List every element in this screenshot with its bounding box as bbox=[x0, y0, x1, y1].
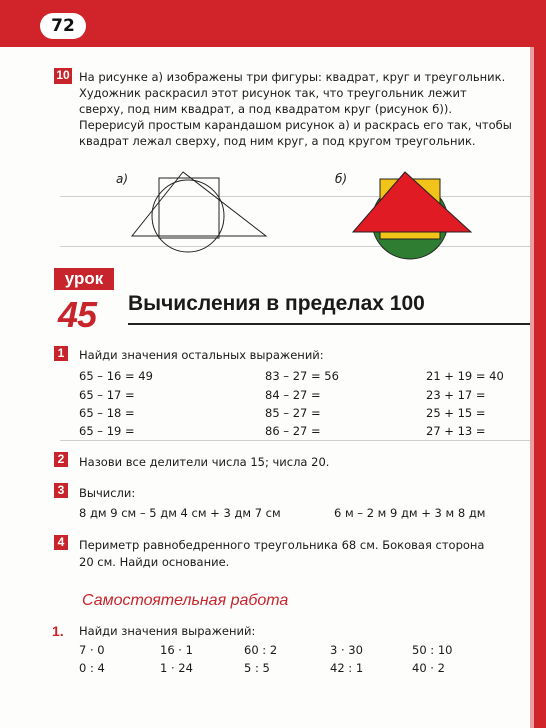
expression: 6 м – 2 м 9 дм + 3 м 8 дм bbox=[334, 506, 486, 520]
expression: 60 : 2 bbox=[244, 643, 278, 657]
expression: 0 : 4 bbox=[79, 661, 105, 675]
task-2-text: Назови все делители числа 15; числа 20. bbox=[79, 455, 330, 469]
expression: 84 – 27 = bbox=[265, 388, 321, 402]
page-edge-strip bbox=[534, 47, 546, 728]
independent-task-number: 1. bbox=[52, 623, 64, 639]
expression: 27 + 13 = bbox=[426, 424, 486, 438]
expression: 1 · 24 bbox=[160, 661, 193, 675]
lesson-number: 45 bbox=[58, 294, 97, 335]
expression: 40 · 2 bbox=[412, 661, 445, 675]
expression: 83 – 27 = 56 bbox=[265, 369, 339, 383]
title-rule bbox=[128, 323, 530, 325]
show-through-line bbox=[60, 440, 530, 441]
expression: 42 : 1 bbox=[330, 661, 364, 675]
independent-task-text: Найди значения выражений: bbox=[79, 624, 256, 638]
expression: 7 · 0 bbox=[79, 643, 105, 657]
expression: 65 – 18 = bbox=[79, 406, 135, 420]
page-number: 72 bbox=[40, 13, 86, 39]
task-4-line: 20 см. Найди основание. bbox=[79, 555, 230, 569]
expression: 21 + 19 = 40 bbox=[426, 369, 504, 383]
task-2-badge: 2 bbox=[54, 452, 68, 467]
expression: 23 + 17 = bbox=[426, 388, 486, 402]
expression: 65 – 19 = bbox=[79, 424, 135, 438]
task-10-line: На рисунке а) изображены три фигуры: квадрат, круг и треугольник. bbox=[79, 70, 506, 84]
task-1-text: Найди значения остальных выражений: bbox=[79, 348, 324, 362]
lesson-word: урок bbox=[54, 268, 114, 290]
expression: 3 · 30 bbox=[330, 643, 363, 657]
expression: 65 – 16 = 49 bbox=[79, 369, 153, 383]
task-1-badge: 1 bbox=[54, 346, 68, 361]
figure-a-label: а) bbox=[116, 172, 129, 186]
expression: 5 : 5 bbox=[244, 661, 270, 675]
task-10-line: сверху, под ним квадрат, а под квадратом круг (рисунок б)). bbox=[79, 102, 452, 116]
expression: 8 дм 9 см – 5 дм 4 см + 3 дм 7 см bbox=[79, 506, 281, 520]
expression: 86 – 27 = bbox=[265, 424, 321, 438]
figure-b-colored bbox=[345, 166, 475, 266]
section-subtitle: Самостоятельная работа bbox=[82, 592, 289, 609]
task-10-line: Перерисуй простым карандашом рисунок а) и раскрась его так, чтобы bbox=[79, 118, 512, 132]
task-4-line: Периметр равнобедренного треугольника 68 см. Боковая сторона bbox=[79, 538, 485, 552]
figure-b-label: б) bbox=[335, 172, 348, 186]
task-3-badge: 3 bbox=[54, 483, 68, 498]
expression: 25 + 15 = bbox=[426, 406, 486, 420]
lesson-title: Вычисления в пределах 100 bbox=[128, 292, 425, 315]
expression: 85 – 27 = bbox=[265, 406, 321, 420]
expression: 16 · 1 bbox=[160, 643, 193, 657]
expression: 50 : 10 bbox=[412, 643, 453, 657]
task-10-badge: 10 bbox=[54, 68, 72, 84]
expression: 65 – 17 = bbox=[79, 388, 135, 402]
task-3-text: Вычисли: bbox=[79, 486, 136, 500]
task-10-line: квадрат лежал сверху, под ним круг, а под кругом треугольник. bbox=[79, 134, 476, 148]
task-4-badge: 4 bbox=[54, 535, 68, 550]
figure-a-outline bbox=[128, 166, 276, 266]
task-10-line: Художник раскрасил этот рисунок так, что треугольник лежит bbox=[79, 86, 467, 100]
